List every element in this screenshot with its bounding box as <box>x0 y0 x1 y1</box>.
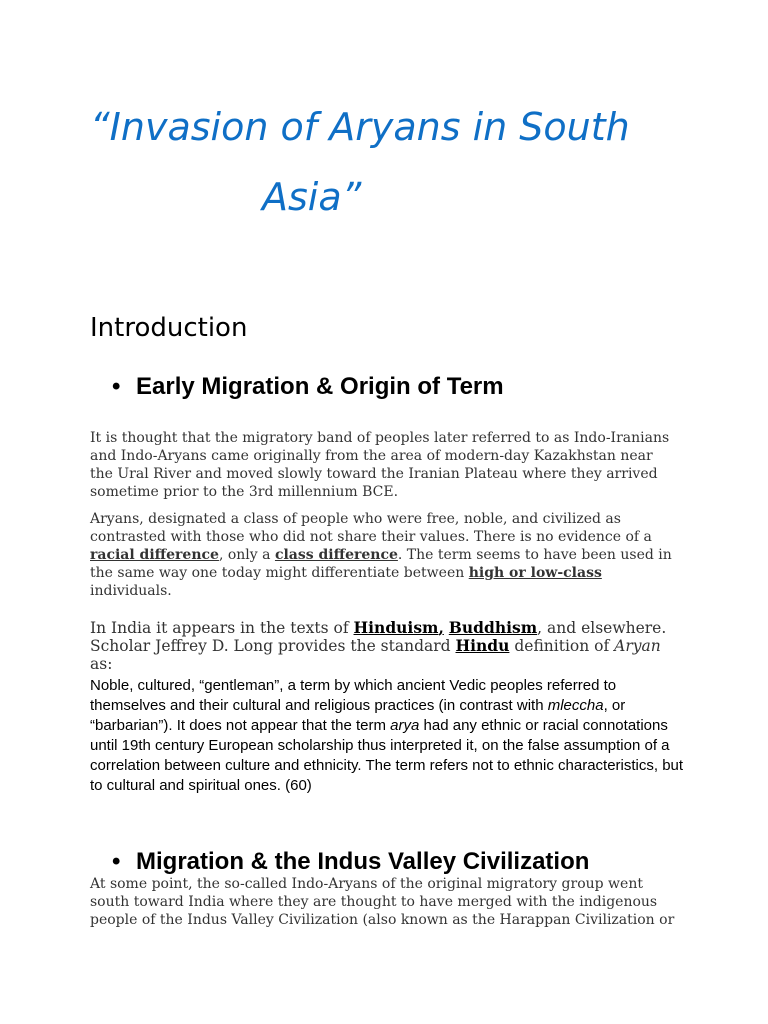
paragraph-indus: At some point, the so-called Indo-Aryans of the original migratory group went south toward India where they are thought to have merged with the indigenous people of the Indus Valley Civilization (also known as the Harappan Civilization or <box>90 876 675 928</box>
text: Noble, cultured, “gentleman”, a term by which ancient Vedic peoples referred to themselves and their cultural and religious practices (in contrast with <box>90 677 617 714</box>
link-class-difference[interactable]: class difference <box>274 547 398 563</box>
text: , or “barbarian”). It does not appear that the term <box>90 697 626 734</box>
text: , and elsewhere. Scholar Jeffrey D. Long provides the standard <box>90 619 667 655</box>
link-hinduism[interactable]: Hinduism <box>353 618 439 637</box>
bullet-heading-text: Migration & the Indus Valley Civilization <box>136 848 590 875</box>
link-buddhism[interactable]: Buddhism <box>448 618 538 637</box>
text: , only a <box>218 547 275 563</box>
text: . The term seems to have been used in the same way one today might differentiate between <box>90 547 672 581</box>
link-hindu[interactable]: Hindu <box>455 636 510 655</box>
bullet-icon: • <box>112 848 121 875</box>
title-line-2: Asia” <box>262 175 362 219</box>
quote-block <box>90 676 685 796</box>
text: definition of <box>509 637 615 655</box>
heading-introduction: Introduction <box>90 313 248 343</box>
paragraph-aryans-class <box>90 510 680 600</box>
comma: , <box>438 618 444 637</box>
document-title <box>90 92 710 232</box>
bullet-heading-text: Early Migration & Origin of Term <box>136 373 504 400</box>
emphasis-mleccha: mlеccha <box>547 697 604 714</box>
emphasis-arya: arya <box>390 717 420 734</box>
text: individuals. <box>90 583 172 599</box>
paragraph-hinduism <box>90 619 680 673</box>
text: In India it appears in the texts of <box>90 619 354 637</box>
emphasis-aryan: Aryan <box>614 637 661 655</box>
link-racial-difference[interactable]: racial difference <box>90 547 219 563</box>
link-high-or-low-class[interactable]: high or low-class <box>468 565 602 581</box>
text: had any ethnic or racial connotations until 19th century European scholarship thus interpreted it, on the false assumption of a correlation between culture and ethnicity. The term refers not to ethnic characteristics, but to cultural and spiritual ones. (60) <box>90 717 684 794</box>
bullet-icon: • <box>112 373 121 400</box>
paragraph-origin: It is thought that the migratory band of peoples later referred to as Indo-Iranians and Indo-Aryans came originally from the area of modern-day Kazakhstan near the Ural River and moved slowly toward the Iranian Plateau where they arrived sometime prior to the 3rd millennium BCE. <box>90 430 670 500</box>
text: Aryans, designated a class of people who were free, noble, and civilized as contrasted with those who did not share their values. There is no evidence of a <box>90 511 652 545</box>
title-line-1: “Invasion of Aryans in South <box>90 105 630 149</box>
text: as: <box>90 655 113 673</box>
bullet-heading-indus-valley <box>112 847 589 877</box>
bullet-heading-early-migration <box>112 372 504 402</box>
